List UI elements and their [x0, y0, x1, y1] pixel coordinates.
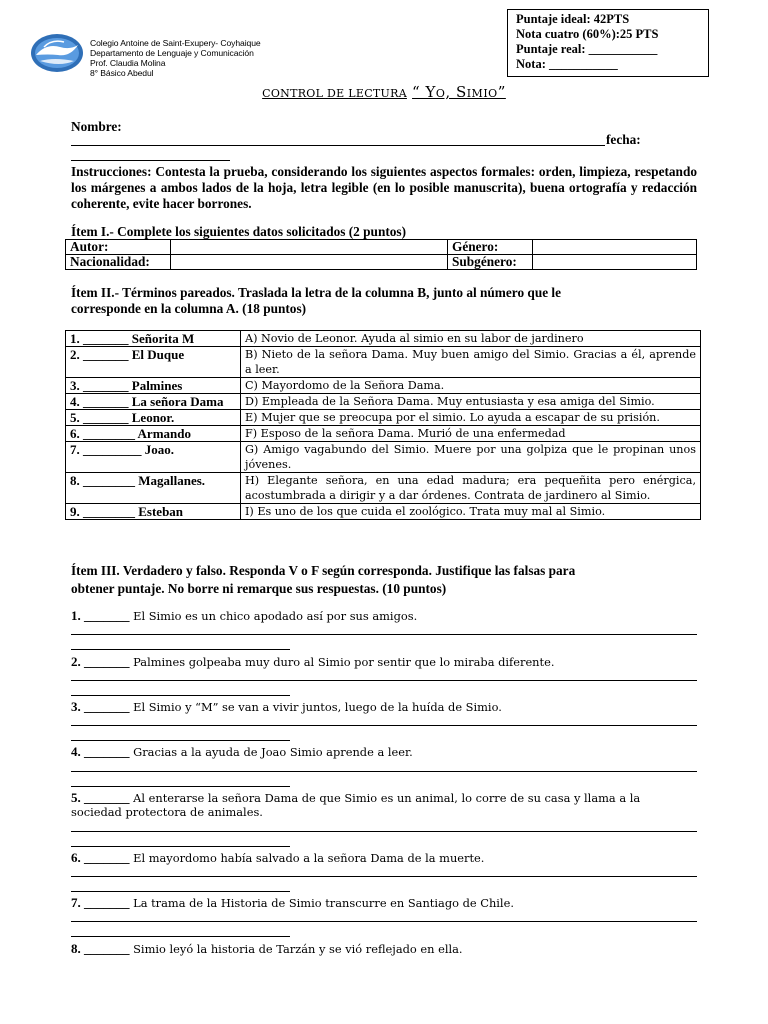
question-text: Simio leyó la historia de Tarzán y se vió reflejado en ella.	[133, 942, 463, 956]
answer-line[interactable]	[71, 695, 290, 696]
question-8	[71, 941, 463, 957]
table-row	[66, 504, 701, 520]
question-5	[71, 790, 640, 806]
table-row	[66, 331, 701, 347]
school-course: 8° Básico Abedul	[90, 68, 154, 78]
question-text: Gracias a la ayuda de Joao Simio aprende a leer.	[133, 745, 413, 759]
question-text: El mayordomo había salvado a la señora Dama de la muerte.	[133, 851, 485, 865]
answer-line[interactable]	[71, 740, 290, 741]
nacionalidad-field[interactable]	[171, 255, 448, 270]
column-b-cell: H) Elegante señora, en una edad madura; era pequeñita pero enérgica, acostumbrada a dirigir y a dar órdenes. Contrata de jardinero al Simio.	[241, 473, 701, 504]
question-text: La trama de la Historia de Simio transcurre en Santiago de Chile.	[133, 896, 514, 910]
column-b-cell: F) Esposo de la señora Dama. Murió de una enfermedad	[241, 426, 701, 442]
item3-heading-line2: obtener puntaje. No borre ni remarque sus respuestas. (10 puntos)	[71, 581, 447, 596]
question-3	[71, 699, 502, 715]
answer-line[interactable]	[71, 771, 697, 772]
table-row	[66, 394, 701, 410]
fecha-line[interactable]	[71, 160, 230, 161]
title-prefix: CONTROL DE LECTURA	[262, 87, 407, 100]
genero-label: Género:	[448, 240, 533, 255]
question-number[interactable]: 1. _______	[71, 608, 130, 623]
item2-heading	[71, 285, 561, 317]
table-row	[66, 426, 701, 442]
column-b-cell: E) Mujer que se preocupa por el simio. Lo ayuda a escapar de su prisión.	[241, 410, 701, 426]
table-row	[66, 378, 701, 394]
answer-line[interactable]	[71, 876, 697, 877]
subgenero-label: Subgénero:	[448, 255, 533, 270]
autor-label: Autor:	[66, 240, 171, 255]
nombre-label: Nombre:	[71, 119, 122, 134]
answer-line[interactable]	[71, 846, 290, 847]
item1-table	[65, 239, 697, 270]
column-b-cell: I) Es uno de los que cuida el zoológico. Trata muy mal al Simio.	[241, 504, 701, 520]
question-text: Palmines golpeaba muy duro al Simio por sentir que lo miraba diferente.	[133, 655, 555, 669]
item1-heading: Ítem I.- Complete los siguientes datos solicitados (2 puntos)	[71, 224, 407, 239]
title-work: “ Yo, Simio”	[412, 83, 506, 101]
table-row	[66, 347, 701, 378]
question-2	[71, 654, 554, 670]
page-title	[0, 82, 768, 101]
column-a-cell[interactable]: 3. _______ Palmines	[66, 378, 241, 394]
question-text: El Simio y “M” se van a vivir juntos, luego de la huída de Simio.	[133, 700, 502, 714]
column-a-cell[interactable]: 7. _________ Joao.	[66, 442, 241, 473]
fecha-label: fecha:	[606, 132, 641, 147]
item2-heading-line1: Ítem II.- Términos pareados. Traslada la letra de la columna B, junto al número que le	[71, 285, 562, 300]
question-number[interactable]: 2. _______	[71, 654, 130, 669]
answer-line[interactable]	[71, 831, 697, 832]
column-b-cell: B) Nieto de la señora Dama. Muy buen amigo del Simio. Gracias a él, aprende a leer.	[241, 347, 701, 378]
nacionalidad-label: Nacionalidad:	[66, 255, 171, 270]
answer-line[interactable]	[71, 936, 290, 937]
item2-table	[65, 330, 701, 520]
question-number[interactable]: 4. _______	[71, 744, 130, 759]
school-name: Colegio Antoine de Saint-Exupery- Coyhaique	[90, 38, 261, 48]
question-number[interactable]: 7. _______	[71, 895, 130, 910]
answer-line[interactable]	[71, 634, 697, 635]
column-a-cell[interactable]: 6. ________ Armando	[66, 426, 241, 442]
school-teacher: Prof. Claudia Molina	[90, 58, 166, 68]
table-row	[66, 410, 701, 426]
school-department: Departamento de Lenguaje y Comunicación	[90, 48, 254, 58]
question-7	[71, 895, 514, 911]
score-nota-cuatro: Nota cuatro (60%):25 PTS	[516, 27, 659, 41]
question-text: El Simio es un chico apodado así por sus amigos.	[133, 609, 418, 623]
score-ideal: Puntaje ideal: 42PTS	[516, 12, 630, 26]
answer-line[interactable]	[71, 891, 290, 892]
score-real: Puntaje real: ___________	[516, 42, 658, 56]
answer-line[interactable]	[71, 786, 290, 787]
instructions: Instrucciones: Contesta la prueba, considerando los siguientes aspectos formales: orden, limpieza, respetando los márgenes a ambos lados de la hoja, letra legible (en lo posible manuscrita), buena ortografía y redacción coherente, evite hacer borrones.	[71, 164, 697, 211]
table-row	[66, 473, 701, 504]
question-number[interactable]: 8. _______	[71, 941, 130, 956]
question-6	[71, 850, 484, 866]
subgenero-field[interactable]	[533, 255, 697, 270]
question-number[interactable]: 5. _______	[71, 790, 130, 805]
answer-line[interactable]	[71, 921, 697, 922]
answer-line[interactable]	[71, 680, 697, 681]
question-text: Al enterarse la señora Dama de que Simio es un animal, lo corre de su casa y llama a la	[133, 791, 641, 805]
column-a-cell[interactable]: 8. ________ Magallanes.	[66, 473, 241, 504]
item3-heading-line1: Ítem III. Verdadero y falso. Responda V o F según corresponda. Justifique las falsas para	[71, 563, 576, 578]
item2-heading-line2: corresponde en la columna A. (18 puntos)	[71, 301, 307, 316]
column-a-cell[interactable]: 4. _______ La señora Dama	[66, 394, 241, 410]
table-row	[66, 442, 701, 473]
answer-line[interactable]	[71, 649, 290, 650]
school-logo-icon	[30, 33, 84, 73]
school-header	[90, 38, 261, 78]
answer-line[interactable]	[71, 725, 697, 726]
nombre-line[interactable]	[71, 145, 605, 146]
question-number[interactable]: 6. _______	[71, 850, 130, 865]
item3-heading	[71, 562, 575, 598]
column-b-cell: A) Novio de Leonor. Ayuda al simio en su labor de jardinero	[241, 331, 701, 347]
question-5-continued: sociedad protectora de animales.	[71, 805, 263, 819]
score-nota: Nota: ___________	[516, 57, 618, 71]
question-4	[71, 744, 413, 760]
column-b-cell: C) Mayordomo de la Señora Dama.	[241, 378, 701, 394]
score-box	[507, 9, 709, 77]
autor-field[interactable]	[171, 240, 448, 255]
column-a-cell[interactable]: 9. ________ Esteban	[66, 504, 241, 520]
column-b-cell: G) Amigo vagabundo del Simio. Muere por una golpiza que le propinan unos jóvenes.	[241, 442, 701, 473]
column-a-cell[interactable]: 2. _______ El Duque	[66, 347, 241, 378]
genero-field[interactable]	[533, 240, 697, 255]
column-a-cell[interactable]: 1. _______ Señorita M	[66, 331, 241, 347]
question-number[interactable]: 3. _______	[71, 699, 130, 714]
question-1	[71, 608, 417, 624]
column-b-cell: D) Empleada de la Señora Dama. Muy entusiasta y esa amiga del Simio.	[241, 394, 701, 410]
column-a-cell[interactable]: 5. _______ Leonor.	[66, 410, 241, 426]
